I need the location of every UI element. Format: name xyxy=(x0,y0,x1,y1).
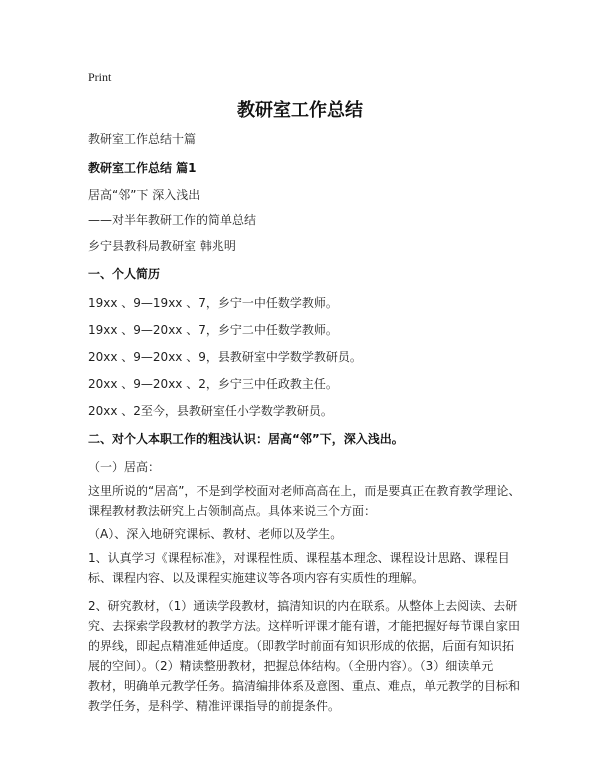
paragraph-line: 课程教材教法研究上占领制高点。具体来说三个方面： xyxy=(88,504,377,518)
paragraph-line: 这里所说的“居高”，不是到学校面对老师高高在上，而是要真正在教育教学理论、 xyxy=(88,484,521,498)
paragraph-3 xyxy=(88,596,521,716)
section-heading: 教研室工作总结 篇1 xyxy=(88,161,197,175)
resume-item: 20xx 、9—20xx 、9，县教研室中学数学教研员。 xyxy=(88,350,362,364)
author-line: 乡宁县教科局教研室 韩兆明 xyxy=(88,239,236,253)
print-link[interactable]: Print xyxy=(88,70,112,84)
resume-item: 20xx 、2至今，县教研室任小学数学教研员。 xyxy=(88,404,333,418)
essay-title: 居高“邻”下 深入浅出 xyxy=(88,188,201,202)
paragraph-2 xyxy=(88,548,518,588)
resume-item: 20xx 、9—20xx 、2，乡宁三中任政教主任。 xyxy=(88,377,338,391)
sub1-heading: （一）居高： xyxy=(88,460,161,474)
paragraph-line: 究、去探索学段教材的教学方法。这样听评课才能有谱，才能把握好每节课自家田 xyxy=(88,619,521,633)
paragraph-line: 2、研究教材，（1）通读学段教材，搞清知识的内在联系。从整体上去阅读、去研 xyxy=(88,599,518,613)
page-title: 教研室工作总结 xyxy=(237,100,363,121)
resume-item: 19xx 、9—19xx 、7，乡宁一中任数学教师。 xyxy=(88,296,338,310)
point-a: （A）、深入地研究课标、教材、老师以及学生。 xyxy=(88,527,343,541)
document-subtitle: 教研室工作总结十篇 xyxy=(88,132,197,146)
paragraph-line: 教学任务，是科学、精准评课指导的前提条件。 xyxy=(88,699,341,713)
paragraph-line: 1、认真学习《课程标准》，对课程性质、课程基本理念、课程设计思路、课程目 xyxy=(88,551,510,565)
paragraph-line: 标、课程内容、以及课程实施建议等各项内容有实质性的理解。 xyxy=(88,571,425,585)
paragraph-1 xyxy=(88,481,521,521)
resume-item: 19xx 、9—20xx 、7，乡宁二中任数学教师。 xyxy=(88,323,338,337)
paragraph-line: 的界线，即起点精准延伸适度。（即教学时前面有知识形成的依据，后面有知识拓 xyxy=(88,639,515,653)
paragraph-line: 教材，明确单元教学任务。搞清编排体系及意图、重点、难点，单元教学的目标和 xyxy=(88,679,521,693)
section2-heading: 二、对个人本职工作的粗浅认识：居高“邻”下，深入浅出。 xyxy=(88,432,404,446)
resume-heading: 一、个人简历 xyxy=(88,267,161,281)
paragraph-line: 展的空间）。（2）精读整册教材，把握总体结构。（全册内容）。（3）细读单元 xyxy=(88,659,494,673)
essay-subtitle: ——对半年教研工作的简单总结 xyxy=(88,213,257,227)
